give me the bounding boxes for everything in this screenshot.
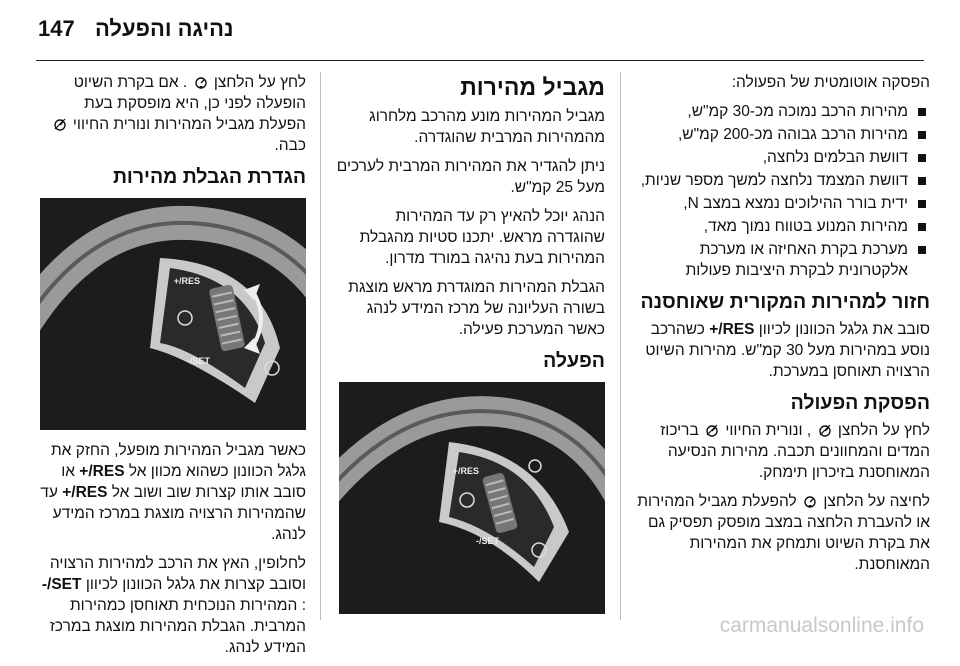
section-heading-return: חזור למהירות המקורית שאוחסנה [640,291,930,313]
list-item: מהירות הרכב נמוכה מכ-30 קמ"ש, [630,101,930,122]
list-item: מהירות המנוע בטווח נמוך מאד, [630,216,930,237]
list-item: דוושת המצמד נלחצה למשך מספר שניות, [630,170,930,191]
cancel-button-icon [529,460,541,472]
res-key: RES/+ [79,463,125,480]
page-header [0,0,960,64]
res-key: RES/+ [709,321,755,338]
header-rule [36,60,924,61]
list-item: מהירות הרכב גבוהה מכ-200 קמ"ש, [630,124,930,145]
steering-wheel-illustration [339,382,605,614]
set-key: SET/- [41,576,82,593]
steering-wheel-figure [339,382,605,614]
cruise-off-icon [53,117,67,131]
watermark: carmanualsonline.info [719,614,924,637]
speed-limiter-icon [194,75,208,89]
section-heading-stop: הפסקת הפעולה [790,392,930,414]
list-item: מערכת בקרת האחיזה או מערכת אלקטרונית לבקרת היציבות פעולות [630,239,930,281]
auto-stop-intro: הפסקה אוטומטית של הפעולה: [731,74,930,91]
res-label: RES/+ [452,466,479,476]
set-limit-paragraph-2: לחלופין, האץ את הרכב למהירות הרצויה וסובב קצרות את גלגל הכוונון לכיוון SET/- : המהירות הנוכחית תאוחסן כמהירות המרבית. הגבלת המהירות מוצגת במרכז המידע לנהג. [41,555,306,656]
set-limit-paragraph-1: כאשר מגביל המהירות מופעל, החזק את גלגל הכוונון כשהוא מכוון אל RES/+ או סובב אותו קצרות שוב ושוב אל RES/+ עד שהמהירות הרצויה מוצגת במרכז המידע לנהג. [40,442,306,543]
section-heading-set-limit: הגדרת הגבלת מהירות [112,166,306,188]
limiter-paragraph-4: הגבלת המהירות המוגדרת מראש מוצגת בשורה העליונה של מרכז המידע לנהג כאשר המערכת פעילה. [348,279,605,338]
list-item: דוושת הבלמים נלחצה, [630,147,930,168]
page-number: 147 [38,16,75,41]
column-middle [335,72,605,624]
limiter-paragraph-2: ניתן להגדיר את המהירות המרבית לערכים מעל 25 קמ"ש. [336,158,605,196]
res-label: RES/+ [173,276,200,286]
list-item: ידית בורר ההילוכים נמצא במצב N, [630,193,930,214]
column-right [630,72,930,583]
set-label: SET/- [475,536,499,546]
stop-paragraph-1: לחץ על הלחצן , ונורית החיווי בריכוז המדים והמחוונים תכבה. מהירות הנסיעה המאוחסנת בזיכרון תימחק. [660,422,930,481]
set-label: SET/- [186,356,210,366]
cruise-off-icon [705,423,719,437]
column-left [38,72,306,666]
column-separator [320,72,321,620]
steering-wheel-figure-rotate [40,198,306,430]
cruise-off-icon [818,423,832,437]
steering-wheel-rotate-illustration [40,198,306,430]
limiter-paragraph-1: מגביל המהירות מונע מהרכב מלחרוג מהמהירות המרבית שהוגדרה. [369,108,605,146]
return-paragraph: סובב את גלגל הכוונון לכיוון RES/+ כשהרכב נוסע במהירות מעל 30 קמ"ש. מהירות השיוט הרצויה תאוחסן במערכת. [645,321,930,380]
limiter-paragraph-3: הנהג יוכל להאיץ רק עד המהירות שהוגדרה מראש. יתכנו סטיות מהגבלת המהירות בעת נהיגה במורד מדרון. [359,208,605,267]
stop-paragraph-2: לחיצה על הלחצן להפעלת מגביל המהירות או להעברת הלחצה במצב מופסק תפסיק גם את בקרת השיוט ותמחק את המהירות המאוחסנת. [637,493,930,573]
section-heading-speed-limiter: מגביל מהירות [460,74,605,100]
speed-limiter-icon [803,494,817,508]
auto-stop-list [630,101,930,281]
section-heading-activation: הפעלה [543,350,605,372]
column-separator [620,72,621,620]
running-title: נהיגה והפעלה [95,16,234,41]
res-key: RES/+ [62,484,108,501]
activation-paragraph: לחץ על הלחצן . אם בקרת השיוט הופעלה לפני כן, היא מופסקת בעת הפעלת מגביל המהירות ונורית החיווי כבה. [38,72,306,156]
